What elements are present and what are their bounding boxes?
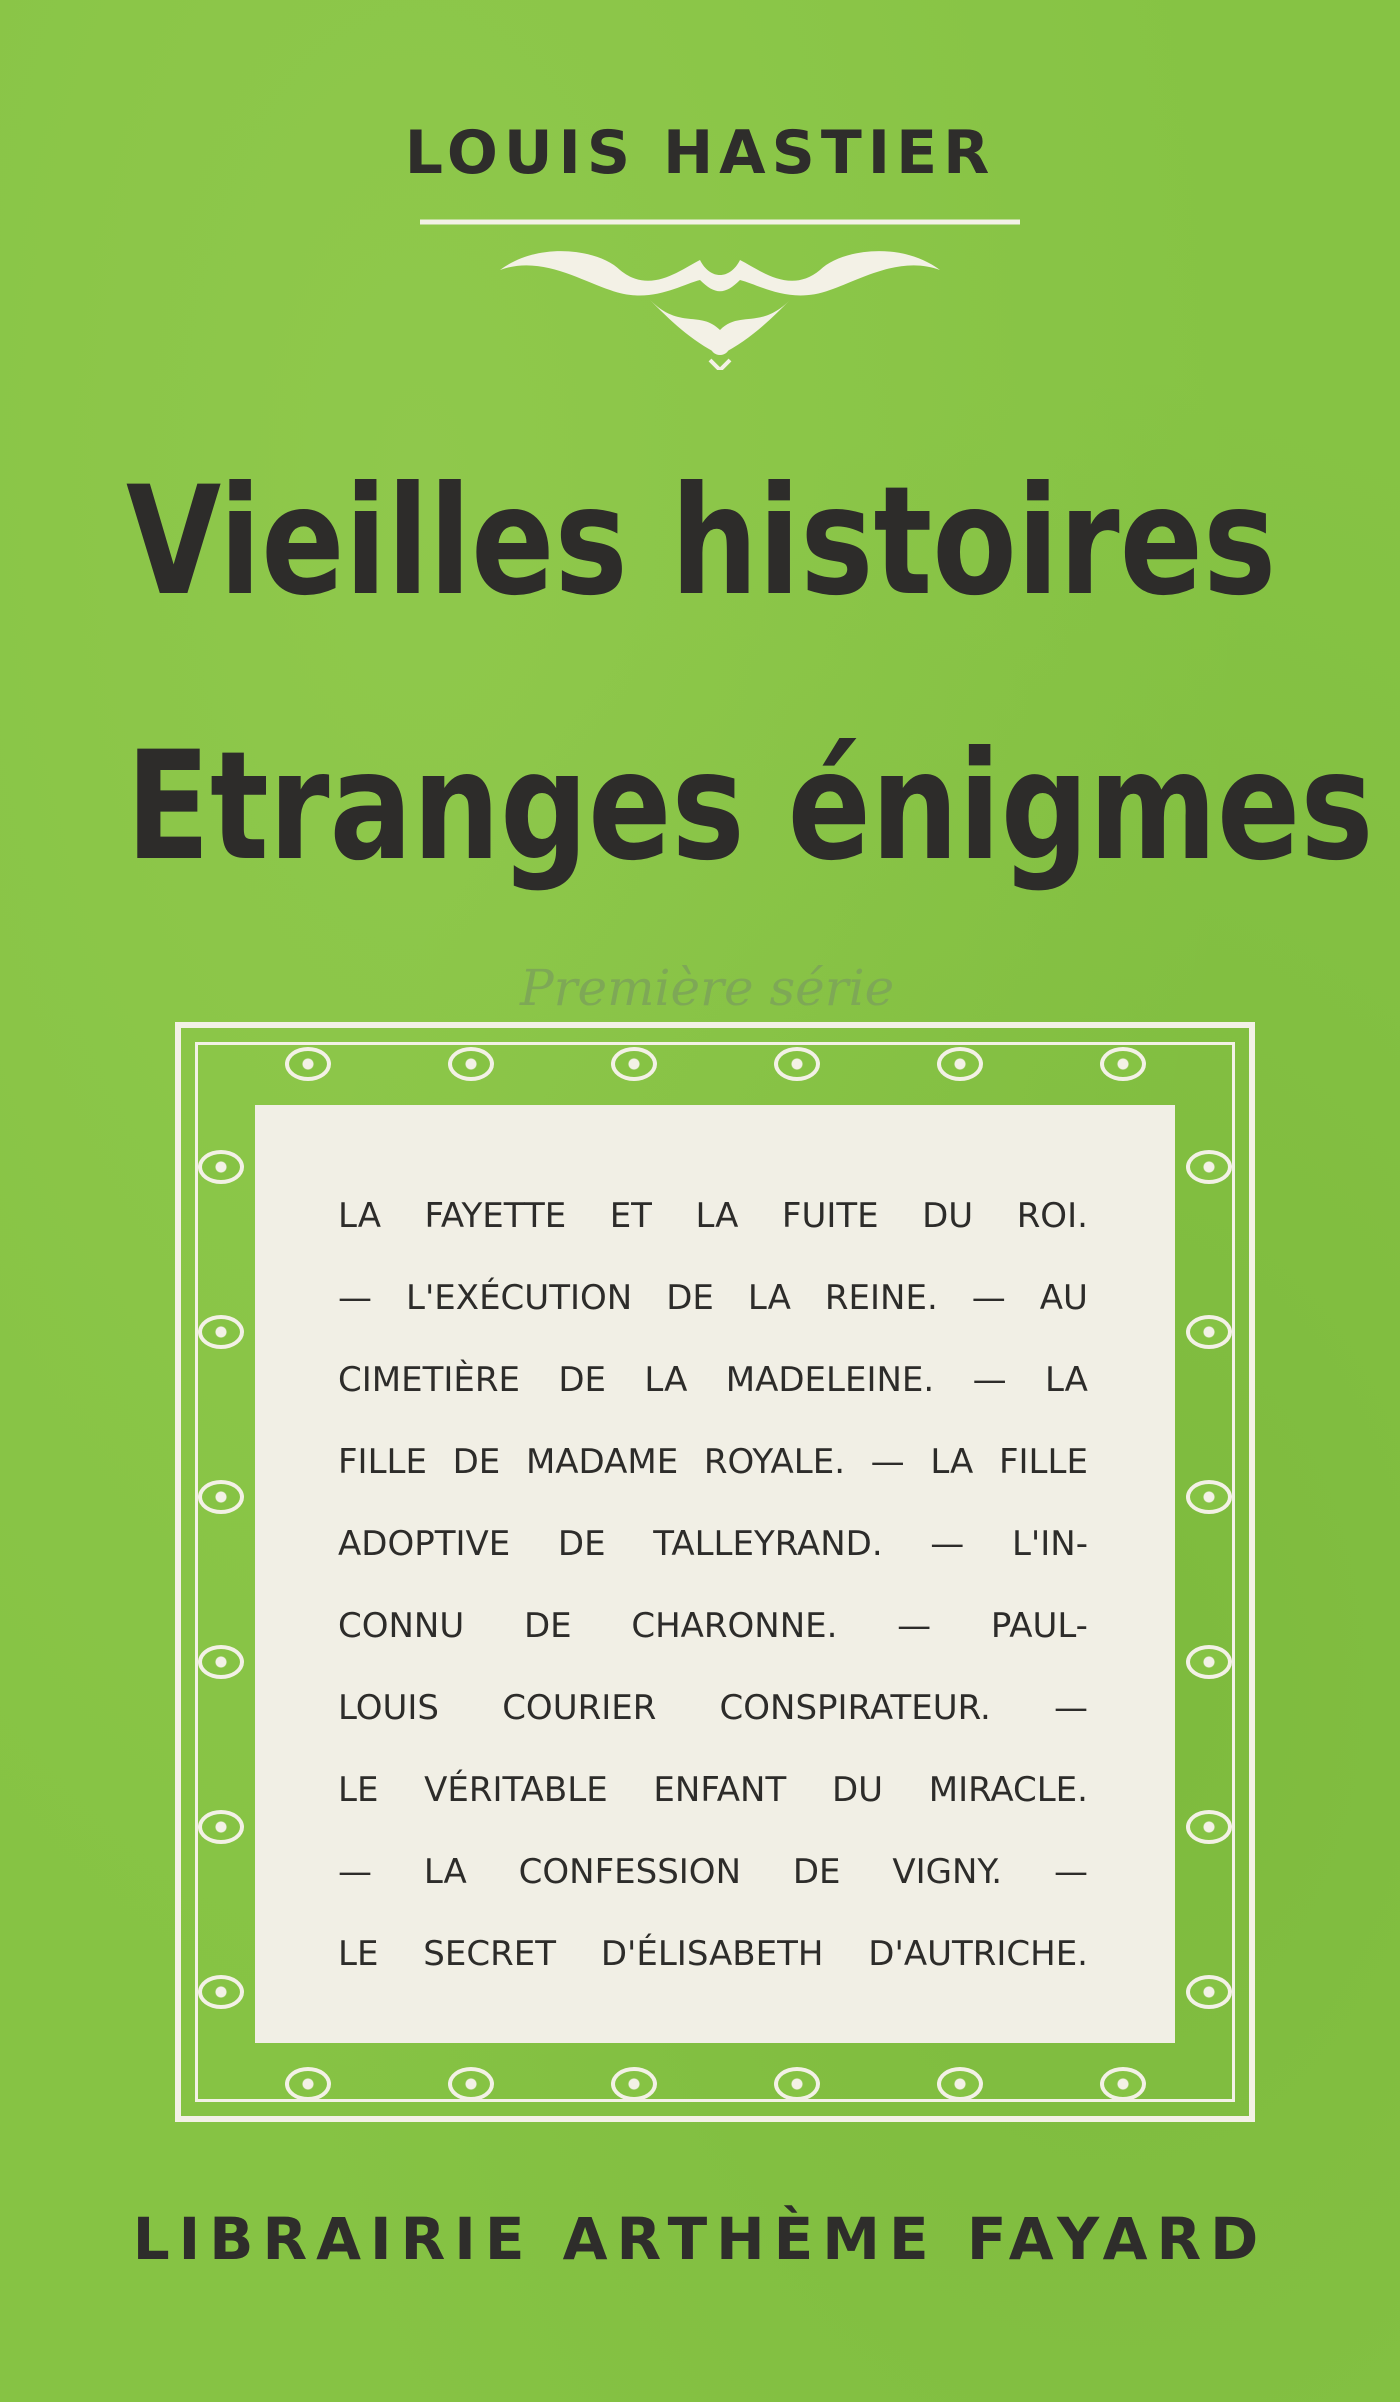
contents-line — [338, 1585, 1088, 1667]
contents-word: DU — [831, 1770, 884, 1810]
contents-word: DE — [666, 1278, 714, 1318]
contents-word: LA — [423, 1852, 467, 1892]
contents-line — [338, 1257, 1088, 1339]
rosette-ornament — [198, 1150, 244, 1184]
contents-word: ROI. — [1016, 1196, 1088, 1236]
contents-word: — — [972, 1360, 1007, 1400]
publisher-name: LIBRAIRIE ARTHÈME FAYARD — [132, 2205, 1268, 2273]
contents-word: MADAME — [525, 1442, 679, 1482]
contents-word: ADOPTIVE — [338, 1524, 511, 1564]
title-line-1: Vieilles histoires — [126, 455, 1277, 629]
handwritten-note-text: Première série — [520, 959, 895, 1017]
contents-word: DE — [523, 1606, 572, 1646]
rosette-ornament — [448, 2067, 494, 2101]
contents-word: LA — [695, 1196, 739, 1236]
contents-line — [338, 1667, 1088, 1749]
contents-word: — — [971, 1278, 1006, 1318]
author-name: LOUIS HASTIER — [404, 118, 996, 188]
contents-word: D'ÉLISABETH — [600, 1934, 824, 1974]
rosette-ornament — [1186, 1480, 1232, 1514]
handwritten-annotation — [510, 950, 1030, 1030]
contents-word: SECRET — [423, 1934, 556, 1974]
rosette-ornament — [198, 1315, 244, 1349]
contents-word: VÉRITABLE — [424, 1770, 608, 1810]
contents-word: — — [870, 1442, 905, 1482]
contents-word: COURIER — [502, 1688, 657, 1728]
contents-word: CHARONNE. — [631, 1606, 838, 1646]
contents-word: — — [1053, 1852, 1088, 1892]
contents-word: DE — [452, 1442, 501, 1482]
contents-line — [338, 1913, 1088, 1995]
contents-word: LA — [930, 1442, 974, 1482]
contents-word: TALLEYRAND. — [653, 1524, 883, 1564]
rosette-ornament — [937, 1047, 983, 1081]
rosette-ornament — [285, 2067, 331, 2101]
contents-word: — — [338, 1278, 372, 1318]
rosette-ornament — [1100, 1047, 1146, 1081]
contents-word: MADELEINE. — [725, 1360, 935, 1400]
contents-line — [338, 1503, 1088, 1585]
contents-word: CIMETIÈRE — [338, 1360, 520, 1400]
contents-line — [338, 1175, 1088, 1257]
contents-line — [338, 1749, 1088, 1831]
contents-word: DE — [558, 1360, 607, 1400]
title-line-2: Etranges énigmes — [126, 720, 1374, 894]
contents-word: — — [930, 1524, 965, 1564]
contents-word: REINE. — [824, 1278, 938, 1318]
contents-word: VIGNY. — [892, 1852, 1003, 1892]
contents-word: ENFANT — [653, 1770, 787, 1810]
contents-word: L'IN- — [1011, 1524, 1088, 1564]
contents-word: LA — [338, 1196, 381, 1236]
contents-word: DE — [557, 1524, 606, 1564]
contents-word: CONSPIRATEUR. — [719, 1688, 991, 1728]
contents-word: LOUIS — [338, 1688, 439, 1728]
rosette-ornament — [611, 1047, 657, 1081]
rosette-ornament — [198, 1480, 244, 1514]
contents-list — [338, 1175, 1088, 1995]
rosette-ornament — [198, 1975, 244, 2009]
rosette-ornament — [611, 2067, 657, 2101]
contents-line — [338, 1421, 1088, 1503]
contents-word: DE — [792, 1852, 841, 1892]
rosette-ornament — [448, 1047, 494, 1081]
contents-word: CONNU — [338, 1606, 465, 1646]
contents-word: LE — [338, 1770, 379, 1810]
contents-word: — — [897, 1606, 932, 1646]
contents-word: LA — [747, 1278, 791, 1318]
contents-word: — — [338, 1852, 372, 1892]
contents-word: LA — [1044, 1360, 1088, 1400]
rosette-ornament — [198, 1810, 244, 1844]
contents-word: DU — [922, 1196, 974, 1236]
rosette-ornament — [774, 2067, 820, 2101]
contents-word: FILLE — [338, 1442, 427, 1482]
contents-word: MIRACLE. — [928, 1770, 1088, 1810]
contents-line — [338, 1831, 1088, 1913]
contents-line — [338, 1339, 1088, 1421]
rosette-ornament — [285, 1047, 331, 1081]
contents-word: ET — [609, 1196, 652, 1236]
rosette-ornament — [1186, 1315, 1232, 1349]
contents-word: FAYETTE — [424, 1196, 567, 1236]
rosette-ornament — [1186, 1975, 1232, 2009]
contents-word: FUITE — [781, 1196, 879, 1236]
rosette-ornament — [1186, 1810, 1232, 1844]
contents-word: AU — [1039, 1278, 1088, 1318]
contents-word: ROYALE. — [703, 1442, 846, 1482]
rosette-ornament — [1186, 1645, 1232, 1679]
contents-word: PAUL- — [990, 1606, 1088, 1646]
contents-word: FILLE — [998, 1442, 1088, 1482]
rosette-ornament — [937, 2067, 983, 2101]
ornament-flourish — [420, 210, 1020, 370]
contents-word: LA — [644, 1360, 688, 1400]
contents-word: D'AUTRICHE. — [868, 1934, 1088, 1974]
contents-word: L'EXÉCUTION — [406, 1278, 633, 1318]
contents-word: — — [1054, 1688, 1088, 1728]
rosette-ornament — [1186, 1150, 1232, 1184]
contents-word: LE — [338, 1934, 379, 1974]
rosette-ornament — [198, 1645, 244, 1679]
contents-word: CONFESSION — [518, 1852, 742, 1892]
rosette-ornament — [774, 1047, 820, 1081]
rosette-ornament — [1100, 2067, 1146, 2101]
